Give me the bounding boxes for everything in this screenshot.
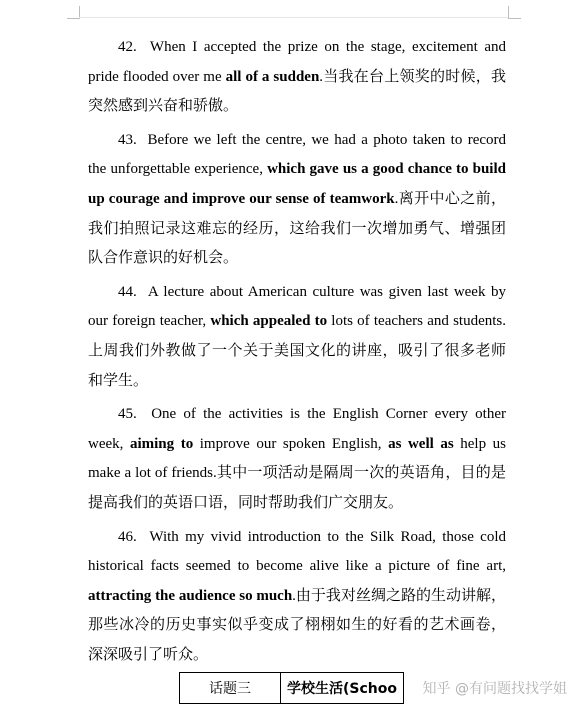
key-phrase: which gave us a good chance to build up courage and improve our sense of teamwork — [88, 161, 506, 207]
topic-label-cell: 话题三 — [180, 673, 281, 704]
sentence-paragraph — [88, 33, 506, 122]
key-phrase: aiming to — [129, 435, 194, 452]
sentence-text: Before we left the centre, we had a photo taken to record the unforgettable experience, — [88, 131, 507, 178]
topic-table — [179, 672, 404, 704]
page-corner-mark — [508, 6, 521, 19]
sentence-text: One of the activities is the English Corner every other week, — [88, 406, 506, 452]
sentence-paragraph — [88, 278, 506, 396]
topic-table-wrapper — [179, 672, 404, 704]
sentence-number: 46. — [118, 528, 137, 545]
sentence-number: 43. — [118, 131, 137, 148]
sentence-paragraph — [88, 126, 506, 274]
sentence-text: When I accepted the prize on the stage, excitement and pride flooded over me — [88, 39, 506, 85]
sentence-paragraph — [88, 523, 506, 671]
document-body — [88, 33, 506, 674]
key-phrase: all of a sudden — [225, 68, 320, 85]
sentence-text: improve our spoken English, — [193, 435, 389, 452]
zhihu-watermark: 知乎 @有问题找找学姐 — [422, 681, 567, 697]
sentence-number: 44. — [118, 283, 137, 300]
sentence-text: With my vivid introduction to the Silk Road, those cold historical facts seemed to become alive like a picture of fine art, — [88, 528, 507, 575]
table-row — [180, 673, 404, 704]
topic-value-cell: 学校生活(Schoo — [281, 673, 404, 704]
sentence-number: 42. — [118, 39, 137, 55]
sentence-text: lots of teachers and students.上周我们外教做了一个关于美国文化的讲座，吸引了很多老师和学生。 — [88, 313, 506, 389]
key-phrase: attracting the audience so much — [88, 587, 293, 604]
sentence-text: .由于我对丝绸之路的生动讲解，那些冰冷的历史事实似乎变成了栩栩如生的好看的艺术画卷，深深吸引了听众。 — [88, 587, 506, 663]
sentence-text: help us make a lot of friends.其中一项活动是隔周一次的英语角，目的是提高我们的英语口语，同时帮助我们广交朋友。 — [88, 435, 506, 511]
sentence-text: .离开中心之前，我们拍照记录这难忘的经历，这给我们一次增加勇气、增强团队合作意识的好机会。 — [88, 190, 506, 267]
sentence-text: .当我在台上领奖的时候，我突然感到兴奋和骄傲。 — [88, 68, 506, 115]
key-phrase: as well as — [388, 435, 454, 452]
sentence-paragraph — [88, 400, 506, 518]
page-header-line — [79, 17, 508, 18]
sentence-text: A lecture about American culture was given last week by our foreign teacher, — [88, 283, 507, 330]
key-phrase: which appealed to — [210, 313, 328, 330]
sentence-number: 45. — [118, 406, 137, 423]
